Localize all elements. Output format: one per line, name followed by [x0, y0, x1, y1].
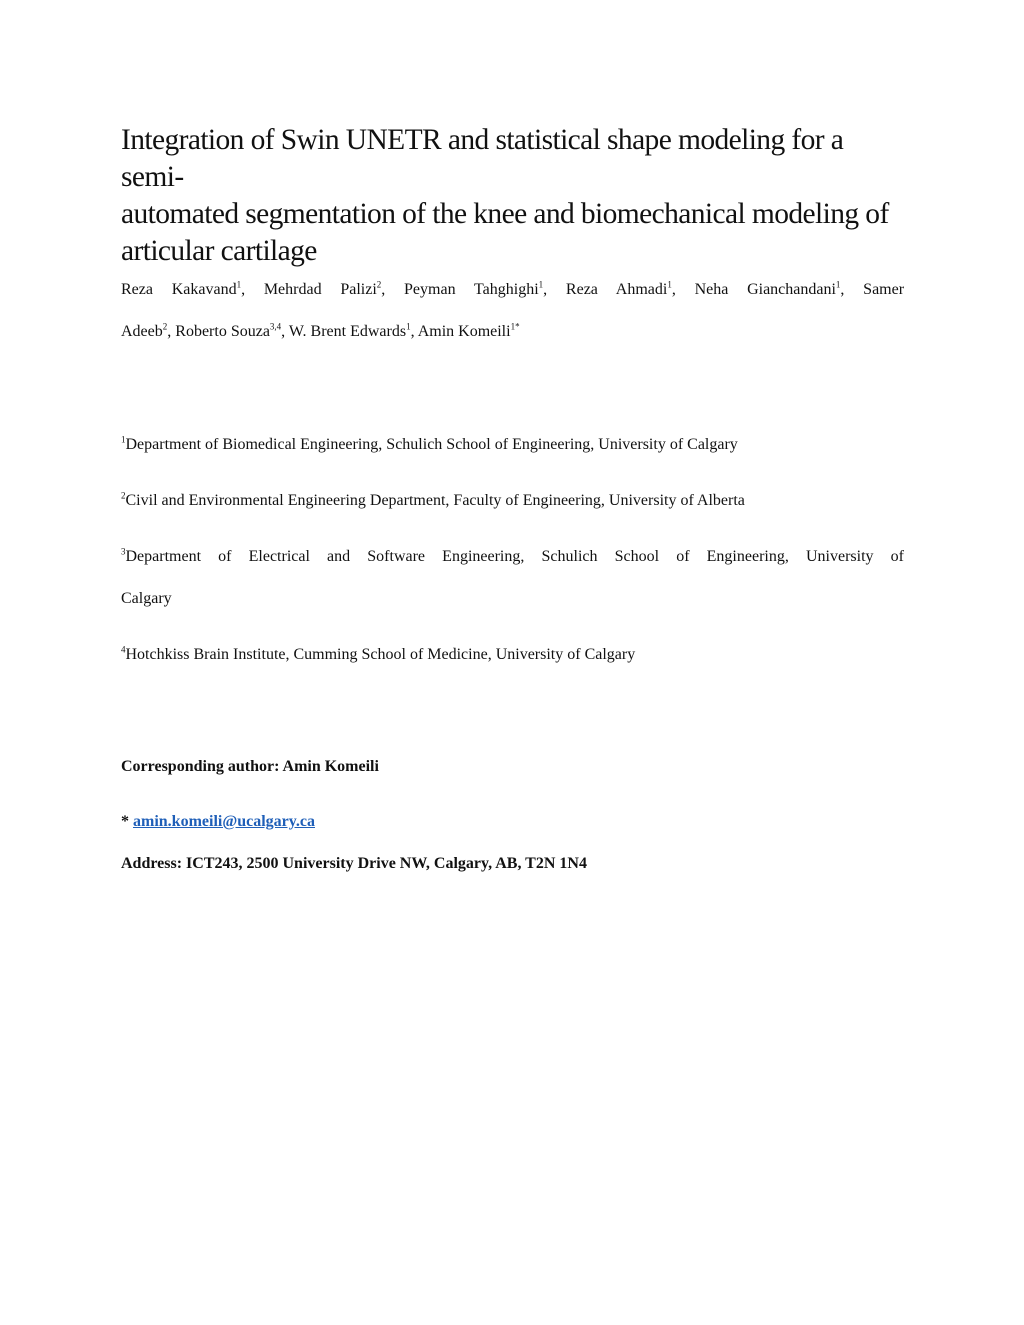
- affiliation-number: 3: [121, 546, 126, 557]
- affiliation-1: [121, 434, 904, 456]
- affiliation-text: Hotchkiss Brain Institute, Cumming School of Medicine, University of Calgary: [125, 646, 636, 663]
- corresponding-email-line: [121, 811, 315, 833]
- author-name-part: Samer: [863, 281, 905, 298]
- affiliation-text-continued: Calgary: [121, 590, 172, 607]
- author-name: Reza Kakavand$^1$,: [121, 279, 246, 298]
- paper-title: [121, 122, 911, 270]
- corresponding-author: Corresponding author: Amin Komeili: [121, 758, 379, 775]
- affiliation-number: 4: [121, 644, 126, 655]
- author-name: Amin Komeili$^{1*}$: [417, 321, 520, 340]
- author-line-1: [121, 279, 904, 301]
- title-line-2: automated segmentation of the knee and biomechanical modeling of: [121, 198, 889, 230]
- author-name: Adeeb$^2$,: [121, 321, 172, 340]
- affiliation-text: Civil and Environmental Engineering Department, Faculty of Engineering, University of Alberta: [125, 492, 745, 509]
- affiliation-text: Department of Biomedical Engineering, Schulich School of Engineering, University of Calgary: [125, 436, 738, 453]
- email-link[interactable]: amin.komeili@ucalgary.ca: [133, 813, 315, 830]
- affiliation-3: [121, 546, 904, 610]
- author-name: Roberto Souza$^{3,4}$,: [175, 321, 286, 340]
- author-name: Peyman Tahghighi$^1$,: [404, 279, 548, 298]
- affiliation-number: 2: [121, 490, 126, 501]
- author-line-2: [121, 321, 904, 343]
- author-name: Reza Ahmadi$^1$,: [565, 279, 676, 298]
- author-name: W. Brent Edwards$^1$,: [288, 321, 415, 340]
- title-line-1: Integration of Swin UNETR and statistical shape modeling for a semi-: [121, 124, 844, 193]
- corresponding-address: Address: ICT243, 2500 University Drive NW, Calgary, AB, T2N 1N4: [121, 855, 587, 872]
- author-name: Neha Gianchandani$^1$,: [694, 279, 845, 298]
- affiliation-2: [121, 490, 904, 512]
- email-asterisk: *: [121, 813, 129, 830]
- author-list: [121, 279, 904, 343]
- affiliation-text: Department of Electrical and Software Engineering, Schulich School of Engineering, University of: [125, 548, 904, 565]
- author-name: Mehrdad Palizi$^2$,: [263, 279, 386, 298]
- title-line-3: articular cartilage: [121, 235, 317, 267]
- affiliation-4: [121, 644, 904, 666]
- affiliation-number: 1: [121, 434, 126, 445]
